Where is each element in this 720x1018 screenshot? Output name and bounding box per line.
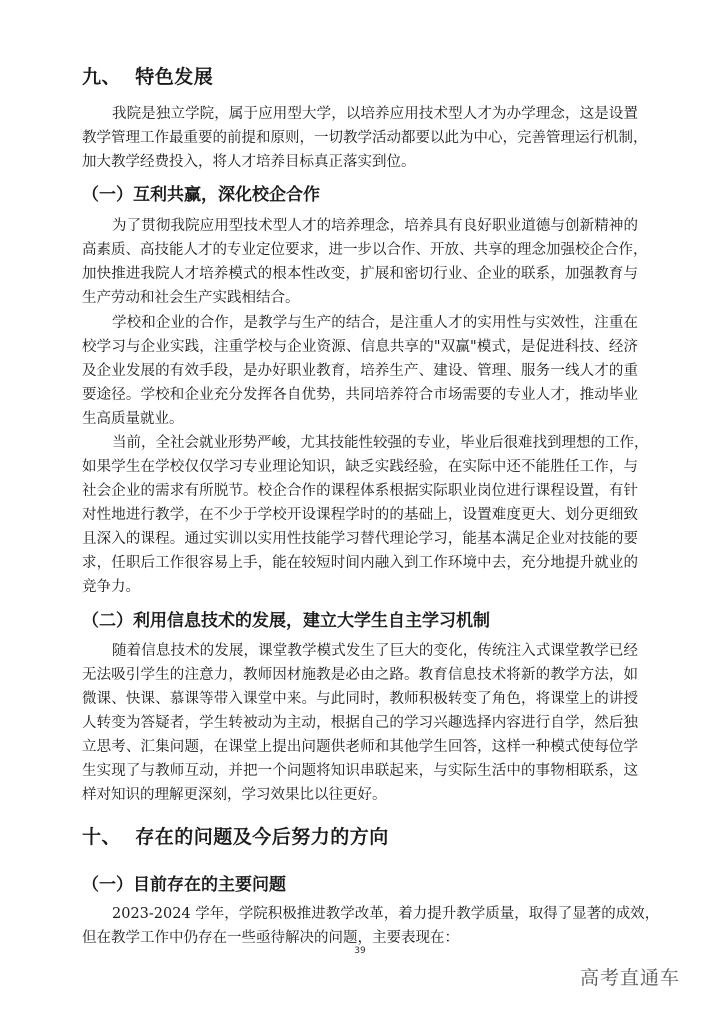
paragraph-line: 且深入的课程。通过实训以实用性技能学习替代理论学习，能基本满足企业对技能的要 [82, 531, 638, 547]
section-10-sub1-paragraph-1 [82, 902, 660, 950]
section-9-sub2-paragraph-1 [82, 639, 638, 807]
paragraph-line: 当前，全社会就业形势严峻，尤其技能性较强的专业，毕业后很难找到理想的工作， [112, 435, 649, 451]
section-9-sub1-paragraph-3 [82, 431, 649, 599]
paragraph-line: 加大教学经费投入，将人才培养目标真正落实到位。 [82, 154, 416, 170]
watermark-text: 高考直通车 [580, 967, 681, 989]
paragraph-line: 生产劳动和社会生产实践相结合。 [82, 290, 300, 306]
section-9-intro-paragraph [82, 102, 648, 174]
paragraph-line: 高素质、高技能人才的专业定位要求，进一步以合作、开放、共享的理念加强校企合作， [82, 242, 648, 258]
paragraph-line: 社会企业的需求有所脱节。校企合作的课程体系根据实际职业岗位进行课程设置，有针 [82, 483, 638, 499]
paragraph-line: 学校和企业的合作，是教学与生产的结合，是注重人才的实用性与实效性，注重在 [112, 315, 638, 331]
section-9-sub2-heading: （二）利用信息技术的发展，建立大学生自主学习机制 [82, 611, 490, 631]
section-9-sub1-paragraph-2 [82, 311, 638, 431]
section-10-heading: 十、 存在的问题及今后努力的方向 [82, 826, 389, 848]
paragraph-line: 要途径。学校和企业充分发挥各自优势，共同培养符合市场需要的专业人才，推动毕业 [82, 387, 638, 403]
paragraph-line: 为了贯彻我院应用型技术型人才的培养理念，培养具有良好职业道德与创新精神的 [112, 218, 638, 234]
paragraph-line: 教学管理工作最重要的前提和原则，一切教学活动都要以此为中心，完善管理运行机制， [82, 130, 648, 146]
section-9-heading: 九、 特色发展 [82, 66, 214, 88]
paragraph-line: 如果学生在学校仅仅学习专业理论知识，缺乏实践经验，在实际中还不能胜任工作，与 [82, 459, 638, 475]
paragraph-line: 生高质量就业。 [82, 411, 184, 427]
paragraph-line: 但在教学工作中仍存在一些亟待解决的问题，主要表现在： [82, 930, 459, 946]
paragraph-line: 对性地进行教学，在不少于学校开设课程学时的的基础上，设置难度更大、划分更细致 [82, 507, 638, 523]
paragraph-line: 我院是独立学院，属于应用型大学，以培养应用技术型人才为办学理念，这是设置 [112, 106, 638, 122]
paragraph-line: 求，任职后工作很容易上手，能在较短时间内融入到工作环境中去，充分地提升就业的 [82, 555, 638, 571]
paragraph-line: 微课、快课、慕课等带入课堂中来。与此同时，教师积极转变了角色，将课堂上的讲授 [82, 691, 638, 707]
paragraph-line: 人转变为答疑者，学生转被动为主动，根据自己的学习兴趣选择内容进行自学，然后独 [82, 715, 638, 731]
paragraph-line: 样对知识的理解更深刻，学习效果比以往更好。 [82, 787, 387, 803]
page-number: 39 [354, 946, 366, 956]
paragraph-line: 加快推进我院人才培养模式的根本性改变，扩展和密切行业、企业的联系，加强教育与 [82, 266, 638, 282]
section-9-sub1-heading: （一）互利共赢，深化校企合作 [82, 185, 320, 205]
paragraph-line: 立思考、汇集问题，在课堂上提出问题供老师和其他学生回答，这样一种模式使每位学 [82, 739, 638, 755]
paragraph-line: 2023-2024 学年，学院积极推进教学改革，着力提升教学质量，取得了显著的成效， [112, 906, 660, 922]
paragraph-line: 校学习与企业实践，注重学校与企业资源、信息共享的"双赢"模式，是促进科技、经济 [82, 339, 638, 355]
paragraph-line: 生实现了与教师互动，并把一个问题将知识串联起来，与实际生活中的事物相联系，这 [82, 763, 638, 779]
section-10-sub1-heading: （一）目前存在的主要问题 [82, 875, 286, 895]
section-9-sub1-paragraph-1 [82, 214, 648, 310]
paragraph-line: 随着信息技术的发展，课堂教学模式发生了巨大的变化，传统注入式课堂教学已经 [112, 643, 638, 659]
paragraph-line: 无法吸引学生的注意力，教师因材施教是必由之路。教育信息技术将新的教学方法，如 [82, 667, 638, 683]
paragraph-line: 及企业发展的有效手段，是办好职业教育，培养生产、建设、管理、服务一线人才的重 [82, 363, 638, 379]
paragraph-line: 竞争力。 [82, 579, 140, 595]
